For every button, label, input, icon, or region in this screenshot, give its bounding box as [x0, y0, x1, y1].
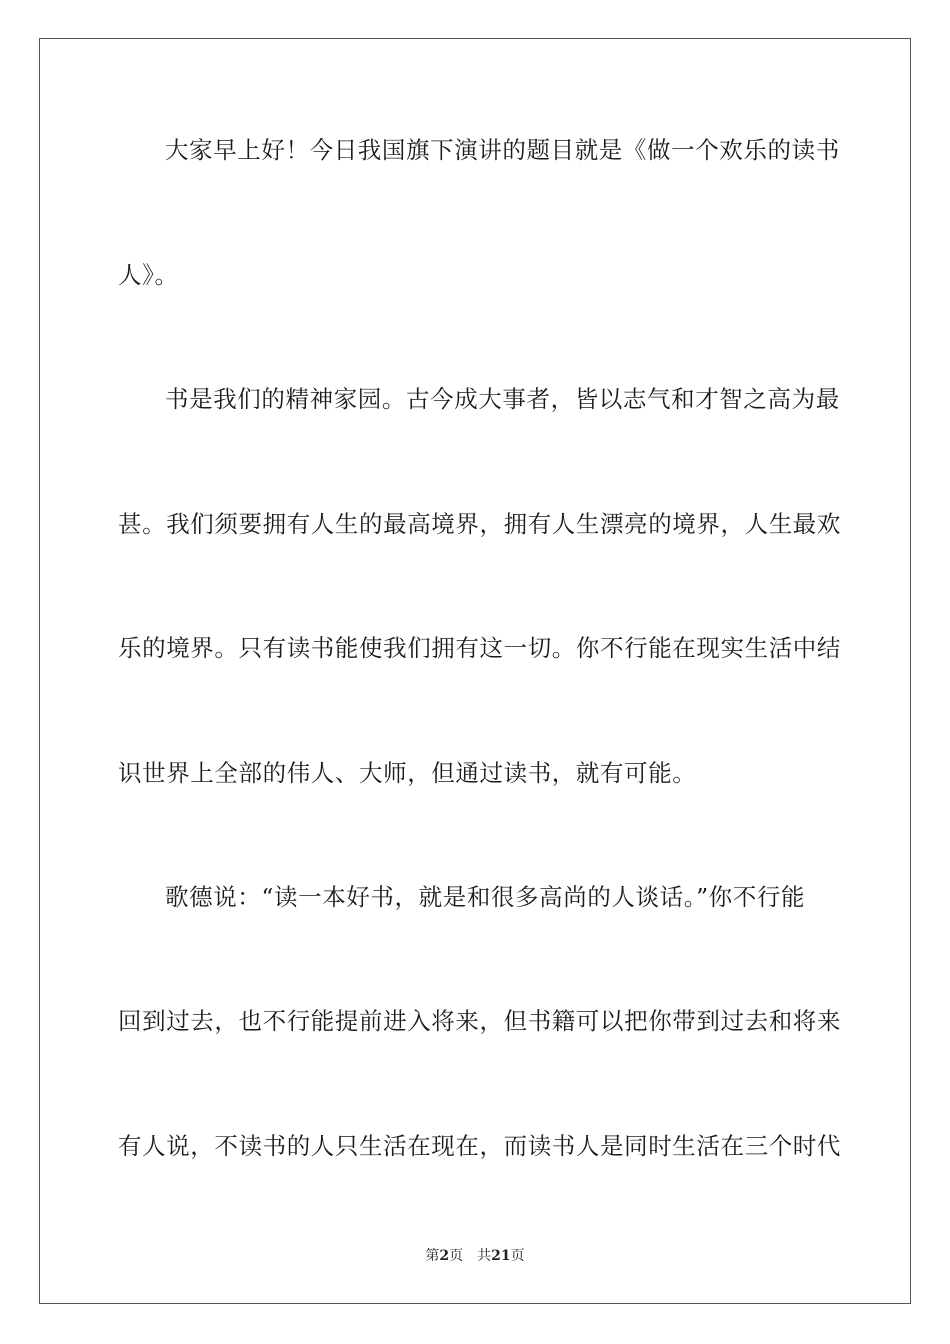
- paragraph-3-line-1: 歌德说：“读一本好书，就是和很多高尚的人谈话。”你不行能: [165, 883, 806, 911]
- total-pages: 21: [491, 1248, 511, 1264]
- paragraph-2-line-1: 书是我们的精神家园。古今成大事者，皆以志气和才智之高为最: [165, 385, 840, 413]
- page-number: 2: [439, 1248, 450, 1264]
- page-suffix: 页: [449, 1248, 464, 1264]
- page-footer: [0, 1247, 950, 1265]
- total-suffix: 页: [510, 1248, 525, 1264]
- page-border: [39, 38, 911, 1304]
- paragraph-1-line-1: 大家早上好！今日我国旗下演讲的题目就是《做一个欢乐的读书: [165, 136, 840, 164]
- paragraph-2-line-3: 乐的境界。只有读书能使我们拥有这一切。你不行能在现实生活中结: [118, 634, 841, 662]
- paragraph-2-line-4: 识世界上全部的伟人、大师，但通过读书，就有可能。: [118, 759, 697, 787]
- paragraph-2-line-2: 甚。我们须要拥有人生的最高境界，拥有人生漂亮的境界，人生最欢: [118, 510, 841, 538]
- total-prefix: 共: [477, 1248, 492, 1264]
- paragraph-1-line-2: 人》。: [118, 261, 179, 289]
- page-prefix: 第: [425, 1248, 440, 1264]
- paragraph-3-line-2: 回到过去，也不行能提前进入将来，但书籍可以把你带到过去和将来: [118, 1007, 841, 1035]
- paragraph-3-line-3: 有人说，不读书的人只生活在现在，而读书人是同时生活在三个时代: [118, 1132, 841, 1160]
